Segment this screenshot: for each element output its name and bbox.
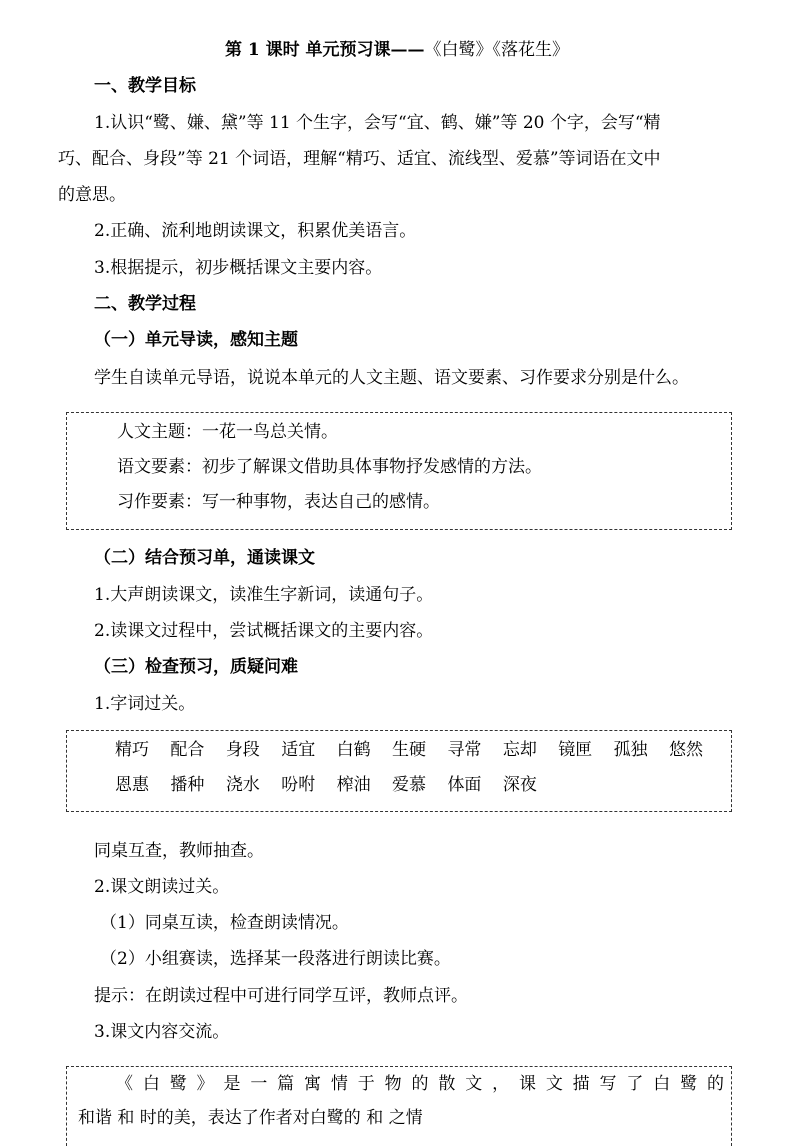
vocab-word: 吩咐	[281, 775, 316, 795]
part-3-heading: （三）检查预习，质疑问难	[94, 657, 298, 677]
sub-item-1: （1）同桌互读，检查朗读情况。	[100, 913, 349, 933]
goal-1-line-3: 的意思。	[58, 185, 126, 205]
section-heading-process: 二、教学过程	[94, 294, 196, 314]
vocab-word: 精巧	[115, 740, 149, 760]
page-title	[0, 38, 794, 62]
part-2-item-2: 2.读课文过程中，尝试概括课文的主要内容。	[94, 621, 434, 641]
vocab-word: 恩惠	[115, 775, 149, 795]
vocab-word: 悠然	[669, 740, 704, 760]
vocab-word: 浇水	[225, 775, 260, 795]
vocabulary-row-2	[115, 773, 553, 797]
vocab-word: 生硬	[392, 740, 427, 760]
vocab-word: 榨油	[336, 775, 371, 795]
goal-3: 3.根据提示，初步概括课文主要内容。	[94, 258, 383, 278]
vocab-word: 镜匣	[558, 740, 593, 760]
after-vocab-text: 同桌互查，教师抽查。	[94, 841, 264, 861]
lesson-label: 第 1 课时 单元预习课——	[224, 40, 425, 60]
vocab-word: 播种	[170, 775, 205, 795]
writing-element-line: 习作要素：写一种事物，表达自己的感情。	[117, 492, 440, 512]
tip-text: 提示：在朗读过程中可进行同学互评，教师点评。	[94, 986, 468, 1006]
vocab-word: 身段	[225, 740, 260, 760]
section-heading-goals: 一、教学目标	[94, 76, 196, 96]
part-2-item-1: 1.大声朗读课文，读准生字新词，读通句子。	[94, 585, 434, 605]
vocab-word: 体面	[447, 775, 482, 795]
goal-2: 2.正确、流利地朗读课文，积累优美语言。	[94, 221, 417, 241]
vocab-word: 适宜	[281, 740, 316, 760]
vocab-word: 爱慕	[392, 775, 427, 795]
goal-1-line-1: 1.认识“鹭、嫌、黛”等 11 个生字，会写“宜、鹤、嫌”等 20 个字，会写“精	[94, 113, 661, 133]
book-titles: 《白鹭》《落花生》	[424, 40, 570, 60]
summary-line-2	[78, 1106, 423, 1130]
vocab-word: 白鹤	[336, 740, 371, 760]
theme-line: 人文主题：一花一鸟总关情。	[117, 422, 338, 442]
summary-line-2-text: 和谐 和 时的美，表达了作者对白鹭的 和 之情	[78, 1108, 423, 1128]
part-3-item-1: 1.字词过关。	[94, 694, 196, 714]
vocabulary-box	[66, 730, 732, 812]
part-2-heading: （二）结合预习单，通读课文	[94, 548, 315, 568]
vocab-word: 忘却	[502, 740, 537, 760]
language-element-line: 语文要素：初步了解课文借助具体事物抒发感情的方法。	[117, 457, 542, 477]
vocab-word: 寻常	[447, 740, 482, 760]
part-3-item-3: 3.课文内容交流。	[94, 1022, 230, 1042]
vocab-word: 深夜	[502, 775, 537, 795]
part-1-heading: （一）单元导读，感知主题	[94, 330, 298, 350]
vocabulary-row-1	[115, 738, 719, 762]
vocab-word: 孤独	[613, 740, 648, 760]
vocab-word: 配合	[170, 740, 205, 760]
goal-1-line-2: 巧、配合、身段”等 21 个词语，理解“精巧、适宜、流线型、爱慕”等词语在文中	[58, 149, 661, 169]
part-3-item-2: 2.课文朗读过关。	[94, 877, 230, 897]
sub-item-2: （2）小组赛读，选择某一段落进行朗读比赛。	[100, 949, 451, 969]
theme-box	[66, 412, 732, 530]
part-1-text: 学生自读单元导语，说说本单元的人文主题、语文要素、习作要求分别是什么。	[94, 368, 689, 388]
summary-line-1: 《白鹭》是一篇寓情于物的散文，课文描写了白鹭的	[116, 1074, 724, 1094]
